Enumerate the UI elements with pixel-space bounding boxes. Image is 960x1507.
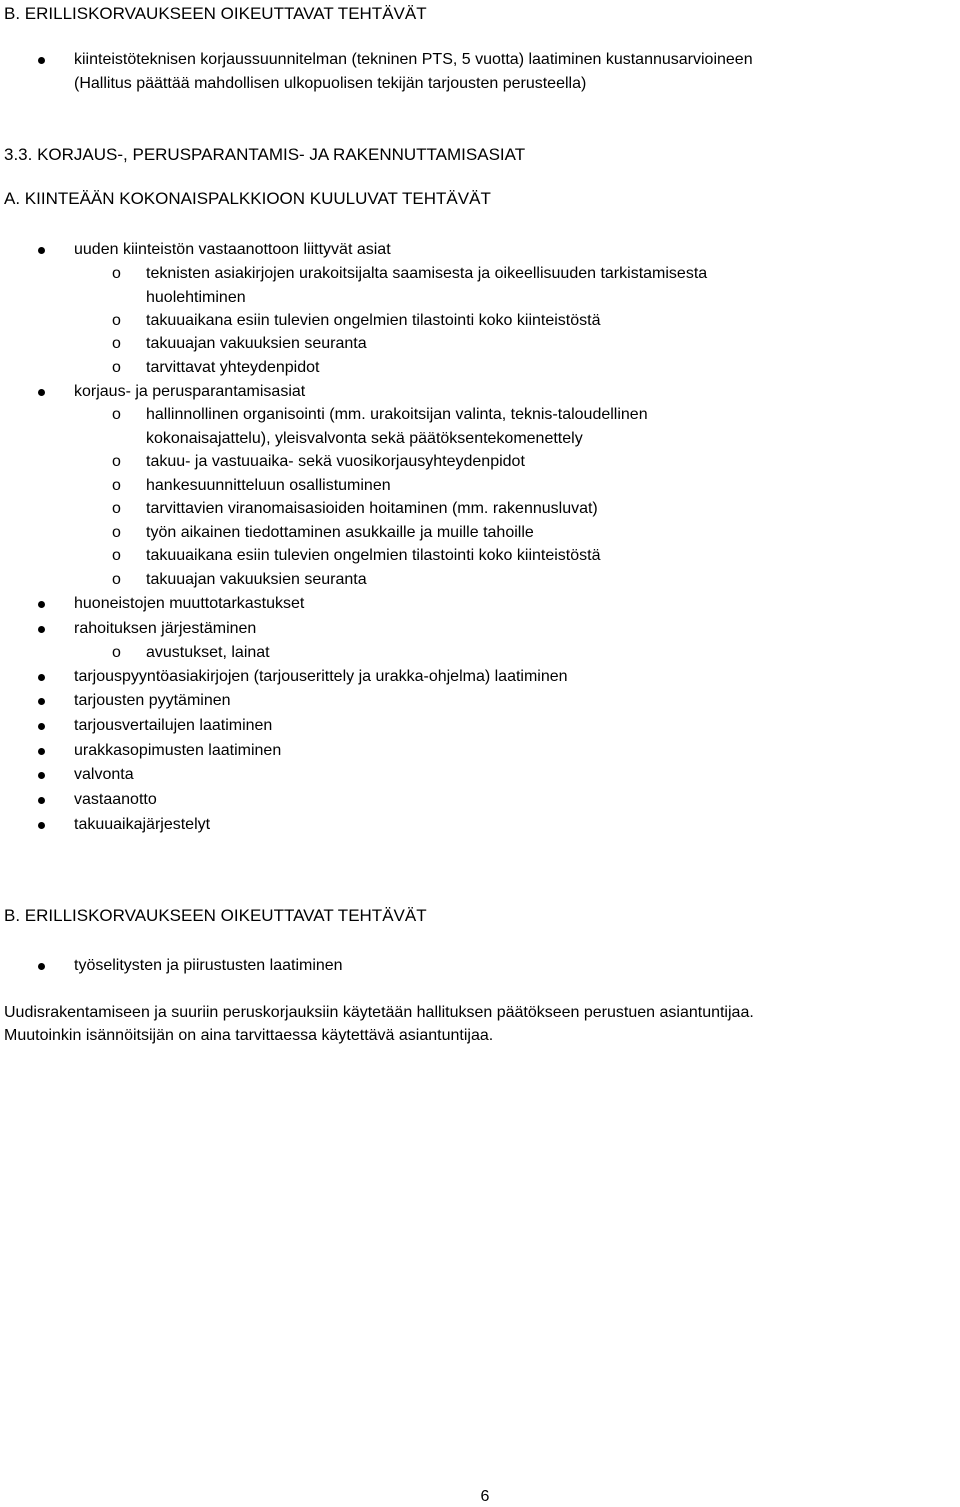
sub-bullet-icon: o <box>112 524 121 541</box>
list-item: tarjousten pyytäminen <box>74 692 231 709</box>
bullet-icon <box>38 698 45 705</box>
bullet-icon <box>38 797 45 804</box>
section-heading-b-bottom: B. ERILLISKORVAUKSEEN OIKEUTTAVAT TEHTÄVÄT <box>4 906 427 925</box>
list-item: valvonta <box>74 766 134 783</box>
list-item: kiinteistöteknisen korjaussuunnitelman (tekninen PTS, 5 vuotta) laatiminen kustannusarvioineen <box>74 51 753 68</box>
sub-bullet-icon: o <box>112 359 121 376</box>
sub-list-item: hankesuunnitteluun osallistuminen <box>146 477 391 494</box>
sub-bullet-icon: o <box>112 477 121 494</box>
sub-bullet-icon: o <box>112 406 121 423</box>
list-item: tarjousvertailujen laatiminen <box>74 717 273 734</box>
bullet-icon <box>38 626 45 633</box>
sub-bullet-icon: o <box>112 312 121 329</box>
bullet-icon <box>38 772 45 779</box>
list-item: korjaus- ja perusparantamisasiat <box>74 383 306 400</box>
sub-list-item: tarvittavien viranomaisasioiden hoitaminen (mm. rakennusluvat) <box>146 500 598 517</box>
list-item: rahoituksen järjestäminen <box>74 620 257 637</box>
sub-list-item-continuation: huolehtiminen <box>146 289 246 306</box>
list-item: vastaanotto <box>74 791 157 808</box>
sub-list-item: takuu- ja vastuuaika- sekä vuosikorjausyhteydenpidot <box>146 453 525 470</box>
paragraph-line: Muutoinkin isännöitsijän on aina tarvittaessa käytettävä asiantuntijaa. <box>4 1027 494 1044</box>
sub-bullet-icon: o <box>112 265 121 282</box>
sub-bullet-icon: o <box>112 500 121 517</box>
bullet-icon <box>38 389 45 396</box>
paragraph-line: Uudisrakentamiseen ja suuriin peruskorjauksiin käytetään hallituksen päätökseen perustuen asiantuntijaa. <box>4 1004 754 1021</box>
list-item: urakkasopimusten laatiminen <box>74 742 282 759</box>
sub-list-item: tarvittavat yhteydenpidot <box>146 359 320 376</box>
sub-list-item-continuation: kokonaisajattelu), yleisvalvonta sekä päätöksentekomenettely <box>146 430 583 447</box>
bullet-icon <box>38 723 45 730</box>
sub-bullet-icon: o <box>112 335 121 352</box>
sub-list-item: takuuaikana esiin tulevien ongelmien tilastointi koko kiinteistöstä <box>146 547 601 564</box>
list-item: takuuaikajärjestelyt <box>74 816 211 833</box>
sub-list-item: teknisten asiakirjojen urakoitsijalta saamisesta ja oikeellisuuden tarkistamisesta <box>146 265 708 282</box>
list-item: huoneistojen muuttotarkastukset <box>74 595 305 612</box>
sub-bullet-icon: o <box>112 453 121 470</box>
sub-bullet-icon: o <box>112 547 121 564</box>
bullet-icon <box>38 674 45 681</box>
bullet-icon <box>38 247 45 254</box>
sub-list-item: työn aikainen tiedottaminen asukkaille ja muille tahoille <box>146 524 534 541</box>
sub-list-item: takuuaikana esiin tulevien ongelmien tilastointi koko kiinteistöstä <box>146 312 601 329</box>
list-item: työselitysten ja piirustusten laatiminen <box>74 957 343 974</box>
bullet-icon <box>38 748 45 755</box>
sub-list-item: takuuajan vakuuksien seuranta <box>146 571 367 588</box>
bullet-icon <box>38 963 45 970</box>
section-heading-3-3: 3.3. KORJAUS-, PERUSPARANTAMIS- JA RAKENNUTTAMISASIAT <box>4 145 526 164</box>
bullet-icon <box>38 601 45 608</box>
sub-bullet-icon: o <box>112 644 121 661</box>
sub-list-item: hallinnollinen organisointi (mm. urakoitsijan valinta, teknis-taloudellinen <box>146 406 648 423</box>
list-item: uuden kiinteistön vastaanottoon liittyvät asiat <box>74 241 391 258</box>
sub-list-item: avustukset, lainat <box>146 644 270 661</box>
sub-list-item: takuuajan vakuuksien seuranta <box>146 335 367 352</box>
section-heading-a: A. KIINTEÄÄN KOKONAISPALKKIOON KUULUVAT TEHTÄVÄT <box>4 189 491 208</box>
page-number: 6 <box>480 1488 490 1505</box>
list-item: tarjouspyyntöasiakirjojen (tarjouserittely ja urakka-ohjelma) laatiminen <box>74 668 568 685</box>
section-heading-b-top: B. ERILLISKORVAUKSEEN OIKEUTTAVAT TEHTÄVÄT <box>4 4 427 23</box>
list-item-continuation: (Hallitus päättää mahdollisen ulkopuolisen tekijän tarjousten perusteella) <box>74 75 587 92</box>
sub-bullet-icon: o <box>112 571 121 588</box>
bullet-icon <box>38 57 45 64</box>
bullet-icon <box>38 822 45 829</box>
